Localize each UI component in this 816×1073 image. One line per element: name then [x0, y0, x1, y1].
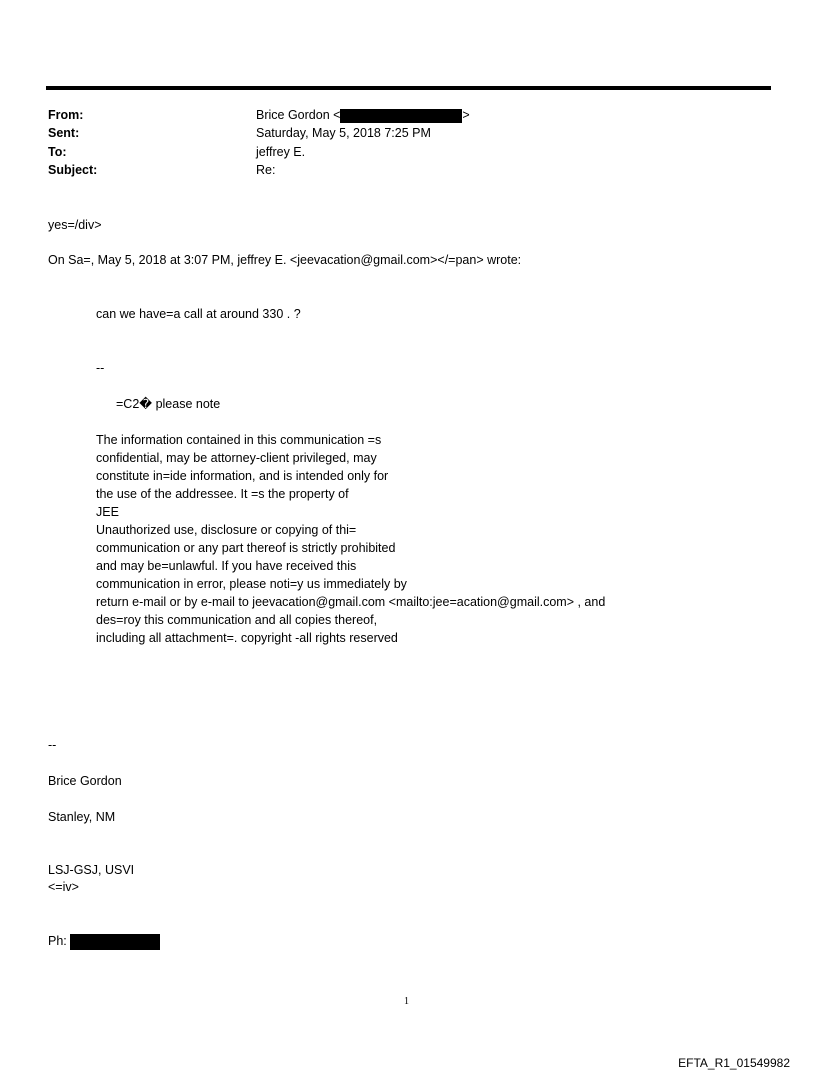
phone-line — [48, 933, 160, 951]
subject-label: Subject: — [48, 163, 98, 177]
phone-label: Ph: — [48, 934, 67, 948]
from-label: From: — [48, 108, 84, 122]
page-number: 1 — [404, 996, 409, 1007]
reply-line: yes=/div> — [48, 218, 102, 232]
quoted-note: =C2� please note — [116, 397, 221, 411]
signature-separator: -- — [48, 738, 57, 752]
signature-location: Stanley, NM — [48, 810, 116, 824]
signature-tag: <=iv> — [48, 880, 79, 894]
quoted-question: can we have=a call at around 330 . ? — [96, 307, 301, 321]
disclaimer-line: and may be=unlawful. If you have received this — [96, 559, 357, 573]
signature-org: LSJ-GSJ, USVI — [48, 863, 135, 877]
sent-value: Saturday, May 5, 2018 7:25 PM — [256, 126, 431, 140]
from-name: Brice Gordon < — [256, 108, 341, 122]
to-value: jeffrey E. — [256, 145, 306, 159]
quoted-sig-separator: -- — [96, 361, 105, 375]
header-rule — [46, 86, 771, 90]
from-value — [256, 108, 470, 123]
disclaimer-line: des=roy this communication and all copies thereof, — [96, 613, 378, 627]
disclaimer-line: communication or any part thereof is strictly prohibited — [96, 541, 396, 555]
signature-name: Brice Gordon — [48, 774, 122, 788]
disclaimer-line: The information contained in this communication =s — [96, 433, 382, 447]
redaction-box — [340, 109, 462, 123]
disclaimer-line: constitute in=ide information, and is intended only for — [96, 469, 389, 483]
redaction-box — [70, 934, 160, 950]
to-label: To: — [48, 145, 67, 159]
disclaimer-line: Unauthorized use, disclosure or copying of thi= — [96, 523, 357, 537]
document-id: EFTA_R1_01549982 — [678, 1056, 790, 1070]
from-suffix: > — [462, 108, 470, 122]
disclaimer-line: return e-mail or by e-mail to jeevacation@gmail.com <mailto:jee=acation@gmail.com> , and — [96, 595, 606, 609]
subject-value: Re: — [256, 163, 276, 177]
sent-label: Sent: — [48, 126, 80, 140]
quote-intro: On Sa=, May 5, 2018 at 3:07 PM, jeffrey E. <jeevacation@gmail.com></=pan> wrote: — [48, 253, 522, 267]
disclaimer-line: confidential, may be attorney-client privileged, may — [96, 451, 377, 465]
disclaimer-line: communication in error, please noti=y us immediately by — [96, 577, 407, 591]
disclaimer-line: JEE — [96, 505, 119, 519]
disclaimer-line: including all attachment=. copyright -all rights reserved — [96, 631, 398, 645]
disclaimer-line: the use of the addressee. It =s the property of — [96, 487, 349, 501]
